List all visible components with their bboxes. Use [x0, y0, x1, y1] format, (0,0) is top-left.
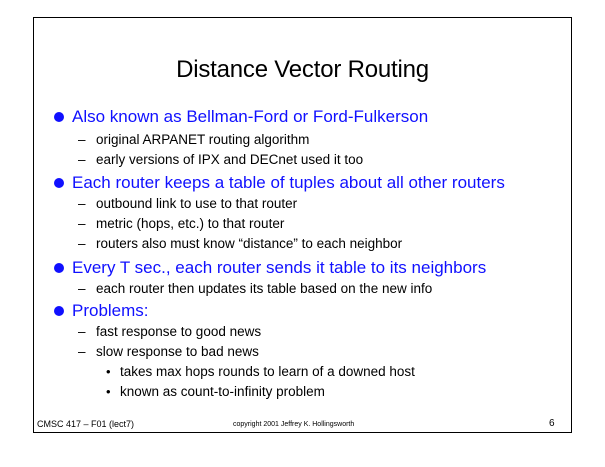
dash-icon: –: [78, 196, 86, 211]
subitem-2-3: routers also must know “distance” to each neighbor: [96, 236, 403, 251]
bullet-dot-icon: [54, 263, 64, 273]
dash-icon: –: [78, 236, 86, 251]
page-number: 6: [549, 418, 555, 429]
subsubitem-4-1: takes max hops rounds to learn of a downed host: [120, 364, 415, 379]
dash-icon: –: [78, 152, 86, 167]
subitem-1-1: original ARPANET routing algorithm: [96, 132, 310, 147]
subitem-4-2: slow response to bad news: [96, 344, 259, 359]
bullet-dot-icon: [54, 178, 64, 188]
footer-copyright: copyright 2001 Jeffrey K. Hollingsworth: [233, 421, 355, 428]
subitem-4-1: fast response to good news: [96, 324, 262, 339]
subitem-3-1: each router then updates its table based on the new info: [96, 281, 433, 296]
dash-icon: –: [78, 132, 86, 147]
subbullet-icon: •: [106, 364, 111, 379]
dash-icon: –: [78, 344, 86, 359]
subitem-1-2: early versions of IPX and DECnet used it too: [96, 152, 364, 167]
subitem-2-2: metric (hops, etc.) to that router: [96, 216, 285, 231]
slide-title: Distance Vector Routing: [176, 56, 429, 83]
bullet-dot-icon: [54, 306, 64, 316]
dash-icon: –: [78, 281, 86, 296]
bullet-3: Every T sec., each router sends it table to its neighbors: [72, 258, 487, 277]
bullet-1: Also known as Bellman-Ford or Ford-Fulkerson: [72, 107, 429, 126]
subsubitem-4-2: known as count-to-infinity problem: [120, 384, 325, 399]
footer-course: CMSC 417 – F01 (lect7): [37, 419, 135, 429]
subitem-2-1: outbound link to use to that router: [96, 196, 298, 211]
bullet-dot-icon: [54, 112, 64, 122]
subbullet-icon: •: [106, 384, 111, 399]
dash-icon: –: [78, 216, 86, 231]
bullet-4: Problems:: [72, 301, 149, 320]
dash-icon: –: [78, 324, 86, 339]
bullet-2: Each router keeps a table of tuples about all other routers: [72, 173, 505, 192]
